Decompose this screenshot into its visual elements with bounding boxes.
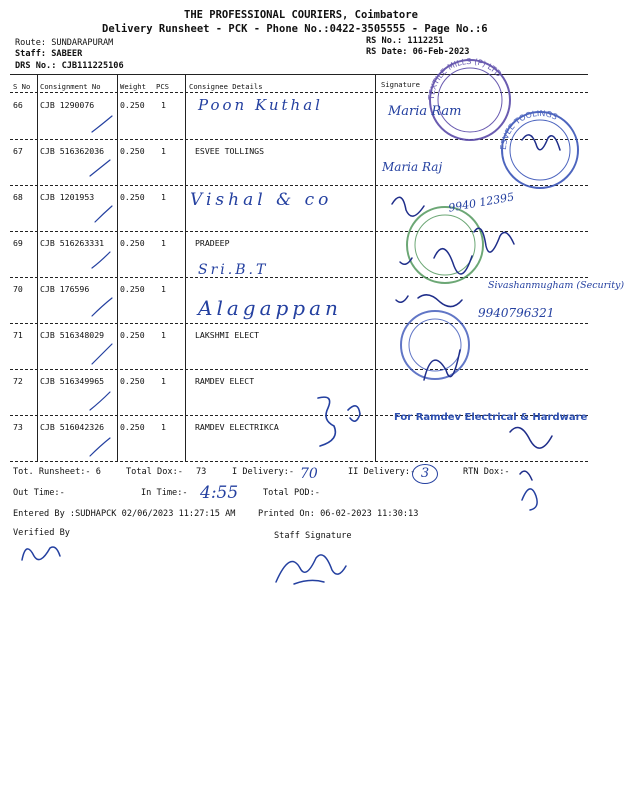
signature-text: Maria Ram xyxy=(388,104,462,119)
out-time-label: Out Time:- xyxy=(13,488,65,498)
staff-signature-underline xyxy=(294,580,324,584)
row-pcs: 1 xyxy=(161,100,166,110)
row-consignee: ESVEE TOLLINGS xyxy=(195,146,265,156)
row-consignee: RAMDEV ELECTRIKCA xyxy=(195,422,279,432)
row-pcs: 1 xyxy=(161,376,166,386)
row-weight: 0.250 xyxy=(120,238,145,248)
route-label: Route: SUNDARAPURAM xyxy=(15,38,114,48)
row-sno: 73 xyxy=(13,422,23,432)
staff-label: Staff: SABEER xyxy=(15,49,83,59)
row-consignment: CJB 516362036 xyxy=(40,146,105,156)
total-pod-label: Total POD:- xyxy=(263,488,320,498)
row-pcs: 1 xyxy=(161,192,166,202)
verified-signature xyxy=(22,547,60,560)
row-weight: 0.250 xyxy=(120,422,145,432)
rs-date: RS Date: 06-Feb-2023 xyxy=(366,47,470,57)
row-pcs: 1 xyxy=(161,330,166,340)
col-header-weight: Weight xyxy=(120,82,146,91)
handwritten-consignee: Sri.B.T xyxy=(198,262,269,278)
row-sno: 72 xyxy=(13,376,23,386)
tot-runsheet: Tot. Runsheet:- 6 xyxy=(13,467,101,477)
total-dox-value: 73 xyxy=(196,467,207,477)
signature-text: Maria Raj xyxy=(382,160,443,174)
row-sno: 68 xyxy=(13,192,23,202)
row-pcs: 1 xyxy=(161,238,166,248)
handwritten-consignee: Poon Kuthal xyxy=(198,96,323,114)
row-consignment: CJB 516263331 xyxy=(40,238,105,248)
handwritten-phone: 9940 12395 xyxy=(447,190,516,215)
rtn-dox-label: RTN Dox:- xyxy=(463,467,510,477)
in-time-label: In Time:- xyxy=(141,488,188,498)
row-sno: 70 xyxy=(13,284,23,294)
entered-by: Entered By :SUDHAPCK 02/06/2023 11:27:15 AM xyxy=(13,509,236,519)
row-sno: 67 xyxy=(13,146,23,156)
handwritten-consignee: Vishal & co xyxy=(190,190,333,210)
col-header-consignee: Consignee Details xyxy=(189,82,263,91)
col-header-pcs: PCS xyxy=(156,82,169,91)
in-time-value: 4:55 xyxy=(200,483,239,503)
row-consignment: CJB 516042326 xyxy=(40,422,105,432)
col-header-signature: Signature xyxy=(381,80,420,89)
row-sno: 71 xyxy=(13,330,23,340)
rs-number: RS No.: 1112251 xyxy=(366,36,444,46)
i-delivery-value: 70 xyxy=(300,466,318,482)
staff-signature xyxy=(276,555,346,582)
runsheet-subtitle: Delivery Runsheet - PCK - Phone No.:0422-3505555 - Page No.:6 xyxy=(102,23,488,35)
staff-signature-label: Staff Signature xyxy=(274,531,352,541)
row-pcs: 1 xyxy=(161,422,166,432)
handwritten-sign-name: Sivashanmugham (Security) xyxy=(488,280,624,291)
handwritten-consignee: Alagappan xyxy=(198,296,342,320)
row-weight: 0.250 xyxy=(120,100,145,110)
row-weight: 0.250 xyxy=(120,146,145,156)
row-weight: 0.250 xyxy=(120,376,145,386)
stamp-text: TEXTILE MILLS (P) LTD xyxy=(426,56,504,101)
row-pcs: 1 xyxy=(161,146,166,156)
row-weight: 0.250 xyxy=(120,284,145,294)
row-consignee: RAMDEV ELECT xyxy=(195,376,255,386)
row-consignee: LAKSHMI ELECT xyxy=(195,330,260,340)
i-delivery-label: I Delivery:- xyxy=(232,467,295,477)
row-consignee: PRADEEP xyxy=(195,238,230,248)
col-header-sno: S No xyxy=(13,82,31,91)
row-sno: 69 xyxy=(13,238,23,248)
verified-by-label: Verified By xyxy=(13,528,70,538)
total-dox-label: Total Dox:- xyxy=(126,467,183,477)
ii-delivery-value: 3 xyxy=(412,464,438,484)
rtn-dox-scribble xyxy=(522,489,537,510)
ramdev-stamp: For Ramdev Electrical & Hardware xyxy=(394,412,588,423)
handwritten-phone: 9940796321 xyxy=(478,306,555,320)
row-consignment: CJB 1201953 xyxy=(40,192,95,202)
company-title: THE PROFESSIONAL COURIERS, Coimbatore xyxy=(184,9,418,21)
row-weight: 0.250 xyxy=(120,192,145,202)
col-header-consignment: Consignment No xyxy=(40,82,101,91)
row-pcs: 1 xyxy=(161,284,166,294)
printed-on: Printed On: 06-02-2023 11:30:13 xyxy=(258,509,419,519)
row-consignment: CJB 516349965 xyxy=(40,376,105,386)
ii-delivery-label: II Delivery:- xyxy=(348,467,416,477)
row-consignment: CJB 176596 xyxy=(40,284,90,294)
row-consignment: CJB 516348029 xyxy=(40,330,105,340)
row-consignment: CJB 1290076 xyxy=(40,100,95,110)
stamp-text: ESVEE TOOLINGS xyxy=(498,108,559,151)
drs-number: DRS No.: CJB111225106 xyxy=(15,61,124,71)
row-weight: 0.250 xyxy=(120,330,145,340)
row-sno: 66 xyxy=(13,100,23,110)
